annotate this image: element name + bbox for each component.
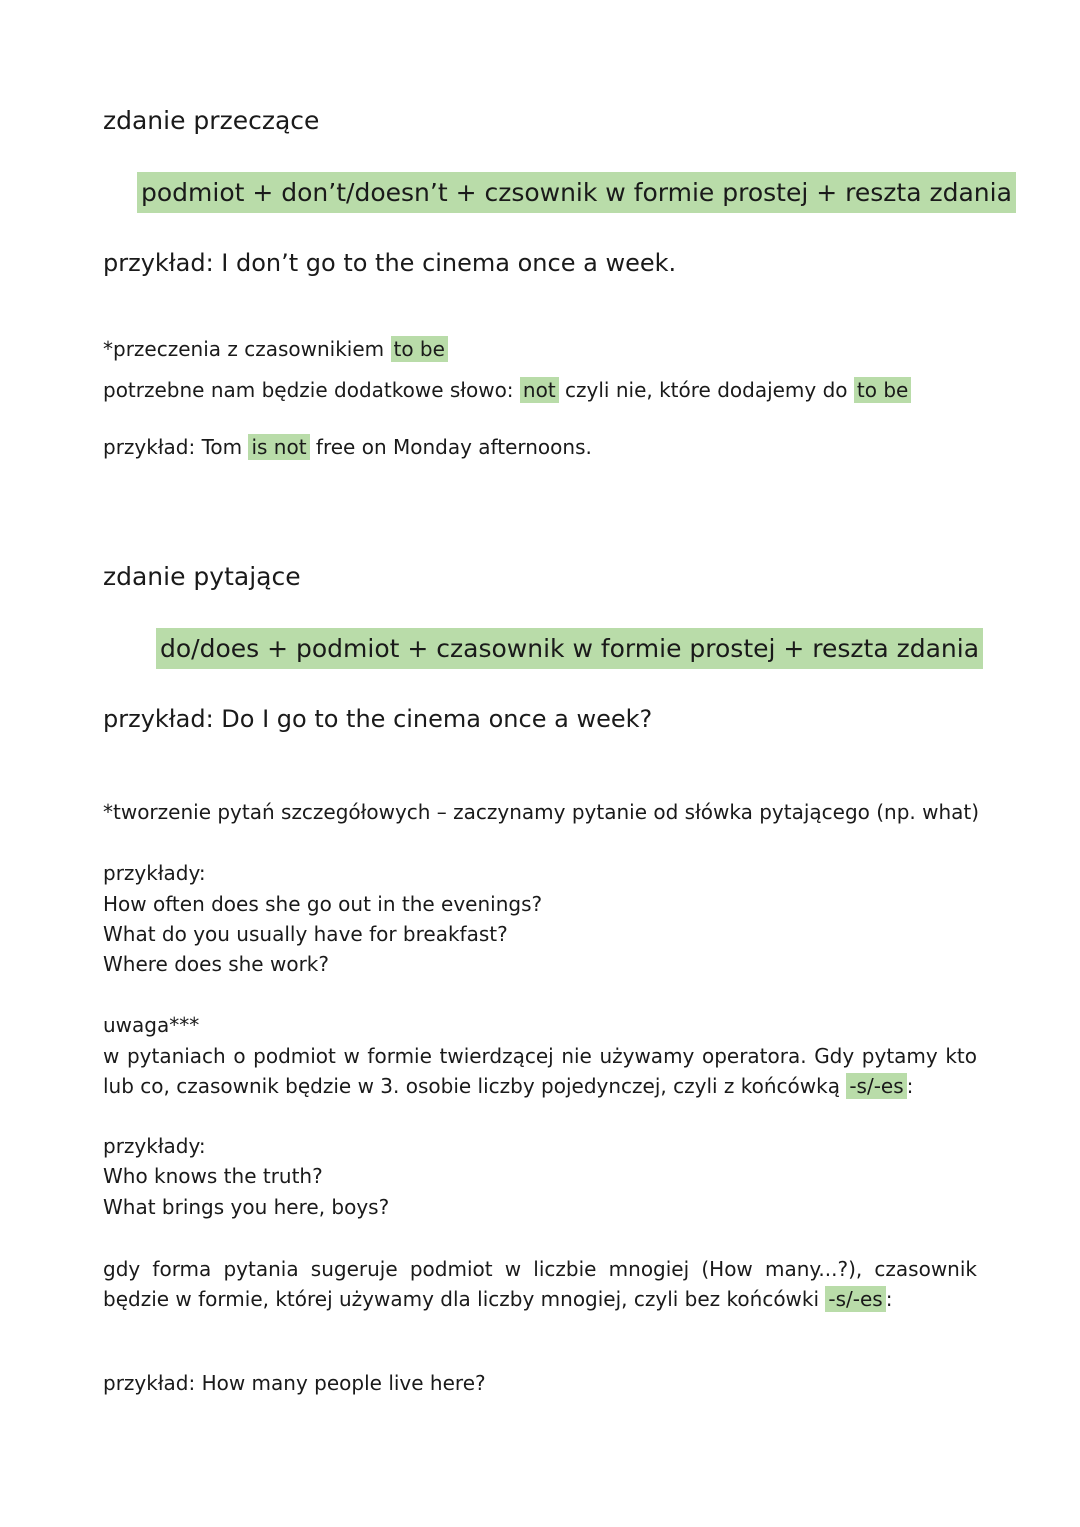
tobe-explain-part1: potrzebne nam będzie dodatkowe słowo:: [103, 378, 520, 402]
tobe-note-text: *przeczenia z czasownikiem: [103, 337, 391, 361]
subject-examples-label: przykłady:: [103, 1134, 206, 1158]
section-heading-question: zdanie pytające: [103, 562, 301, 591]
wh-note: *tworzenie pytań szczegółowych – zaczynamy pytanie od słówka pytającego (np. what): [103, 800, 980, 824]
plural-end: :: [885, 1287, 893, 1311]
formula-negative: [137, 172, 1016, 213]
tobe-explain: [103, 378, 911, 402]
section-heading-negative: zdanie przeczące: [103, 106, 320, 135]
warning-paragraph: [103, 1041, 977, 1101]
formula-question-text: do/does + podmiot + czasownik w formie prostej + reszta zdania: [156, 628, 983, 669]
list-item: Who knows the truth?: [103, 1164, 323, 1188]
list-item: Where does she work?: [103, 952, 329, 976]
plural-highlight: -s/-es: [825, 1286, 885, 1312]
formula-question: [156, 628, 983, 669]
formula-negative-text: podmiot + don’t/doesn’t + czsownik w formie prostej + reszta zdania: [137, 172, 1016, 213]
plural-paragraph: [103, 1254, 977, 1314]
plural-example: przykład: How many people live here?: [103, 1371, 486, 1395]
warning-text: w pytaniach o podmiot w formie twierdzącej nie używamy operatora. Gdy pytamy kto lub co, czasownik będzie w 3. osobie liczby pojedynczej, czyli z końcówką: [103, 1044, 977, 1098]
tobe-example-suffix: free on Monday afternoons.: [309, 435, 592, 459]
list-item: What brings you here, boys?: [103, 1195, 390, 1219]
warning-label: uwaga***: [103, 1013, 200, 1037]
list-item: How often does she go out in the evenings?: [103, 892, 543, 916]
warning-highlight: -s/-es: [846, 1073, 906, 1099]
warning-end: :: [906, 1074, 914, 1098]
tobe-explain-highlight-not: not: [520, 377, 559, 403]
tobe-explain-highlight-tobe: to be: [854, 377, 911, 403]
list-item: What do you usually have for breakfast?: [103, 922, 508, 946]
plural-text: gdy forma pytania sugeruje podmiot w liczbie mnogiej (How many...?), czasownik będzie w formie, której używamy dla liczby mnogiej, czyli bez końcówki: [103, 1257, 977, 1311]
tobe-example-prefix: przykład: Tom: [103, 435, 249, 459]
example-negative: przykład: I don’t go to the cinema once a week.: [103, 249, 677, 277]
tobe-example: [103, 435, 592, 459]
tobe-example-highlight: is not: [248, 434, 309, 460]
tobe-explain-part2: czyli nie, które dodajemy do: [558, 378, 854, 402]
example-question: przykład: Do I go to the cinema once a week?: [103, 705, 653, 733]
wh-examples-label: przykłady:: [103, 861, 206, 885]
tobe-note-highlight: to be: [391, 336, 448, 362]
tobe-note: [103, 337, 448, 361]
